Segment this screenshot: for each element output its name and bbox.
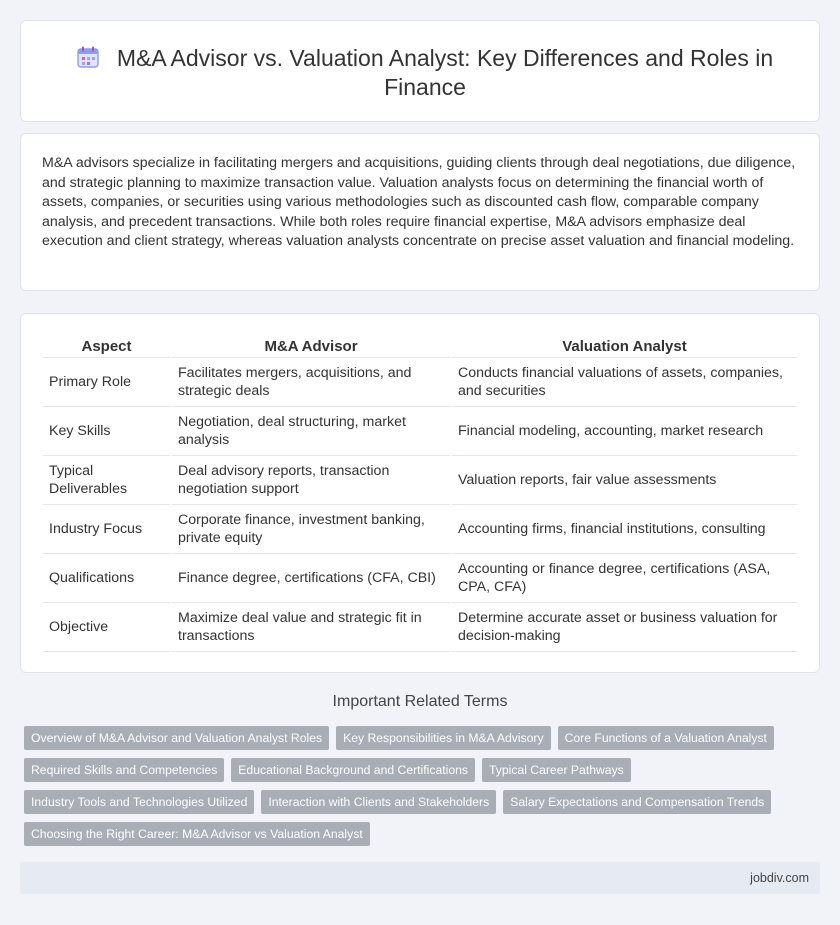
table-cell-aspect: Industry Focus [43, 505, 170, 554]
related-tag[interactable]: Choosing the Right Career: M&A Advisor vs Valuation Analyst [24, 822, 370, 846]
header-ma-advisor: M&A Advisor [172, 334, 450, 358]
table-cell-analyst: Valuation reports, fair value assessments [452, 456, 797, 505]
table-cell-advisor: Negotiation, deal structuring, market analysis [172, 407, 450, 456]
related-terms-title: Important Related Terms [332, 693, 508, 710]
related-tag[interactable]: Interaction with Clients and Stakeholders [261, 790, 496, 814]
header-card [20, 20, 820, 122]
table-cell-advisor: Deal advisory reports, transaction negotiation support [172, 456, 450, 505]
related-tag[interactable]: Industry Tools and Technologies Utilized [24, 790, 254, 814]
related-tag[interactable]: Salary Expectations and Compensation Trends [503, 790, 771, 814]
table-cell-analyst: Accounting or finance degree, certifications (ASA, CPA, CFA) [452, 554, 797, 603]
header-valuation-analyst: Valuation Analyst [452, 334, 797, 358]
related-tag[interactable]: Overview of M&A Advisor and Valuation Analyst Roles [24, 726, 329, 750]
title-wrap [61, 44, 789, 102]
table-row [43, 358, 797, 407]
header-aspect: Aspect [43, 334, 170, 358]
footer-site-link[interactable]: jobdiv.com [750, 871, 809, 885]
comparison-card [20, 313, 820, 673]
table-row [43, 456, 797, 505]
comparison-table [41, 334, 799, 652]
table-cell-aspect: Primary Role [43, 358, 170, 407]
table-cell-aspect: Objective [43, 603, 170, 652]
table-cell-analyst: Accounting firms, financial institutions, consulting [452, 505, 797, 554]
intro-card [20, 133, 820, 291]
related-tag[interactable]: Core Functions of a Valuation Analyst [558, 726, 774, 750]
page-title-text: M&A Advisor vs. Valuation Analyst: Key Differences and Roles in Finance [116, 45, 774, 100]
intro-paragraph: M&A advisors specialize in facilitating mergers and acquisitions, guiding clients through deal negotiations, due diligence, and strategic planning to maximize transaction value. Valuation analysts focus on determining the financial worth of assets, companies, or securities using various methodologies such as discounted cash flow, comparable company analysis, and precedent transactions. While both roles require financial expertise, M&A advisors emphasize deal execution and client strategy, whereas valuation analysts concentrate on precise asset valuation and financial modeling. [42, 155, 796, 250]
calendar-icon [77, 46, 99, 68]
related-tag[interactable]: Educational Background and Certifications [231, 758, 475, 782]
table-row [43, 554, 797, 603]
table-cell-advisor: Maximize deal value and strategic fit in transactions [172, 603, 450, 652]
table-cell-advisor: Facilitates mergers, acquisitions, and strategic deals [172, 358, 450, 407]
related-tag[interactable]: Key Responsibilities in M&A Advisory [336, 726, 551, 750]
table-row [43, 407, 797, 456]
table-cell-analyst: Conducts financial valuations of assets, companies, and securities [452, 358, 797, 407]
page-title [61, 44, 789, 102]
table-cell-advisor: Corporate finance, investment banking, private equity [172, 505, 450, 554]
table-row [43, 603, 797, 652]
table-cell-aspect: Qualifications [43, 554, 170, 603]
related-tag[interactable]: Typical Career Pathways [482, 758, 631, 782]
related-terms-tags [24, 726, 784, 846]
footer [20, 862, 820, 894]
table-cell-aspect: Key Skills [43, 407, 170, 456]
table-header-row [43, 334, 797, 358]
table-cell-analyst: Financial modeling, accounting, market research [452, 407, 797, 456]
table-cell-advisor: Finance degree, certifications (CFA, CBI) [172, 554, 450, 603]
table-cell-aspect: Typical Deliverables [43, 456, 170, 505]
related-tag[interactable]: Required Skills and Competencies [24, 758, 224, 782]
table-cell-analyst: Determine accurate asset or business valuation for decision-making [452, 603, 797, 652]
table-row [43, 505, 797, 554]
